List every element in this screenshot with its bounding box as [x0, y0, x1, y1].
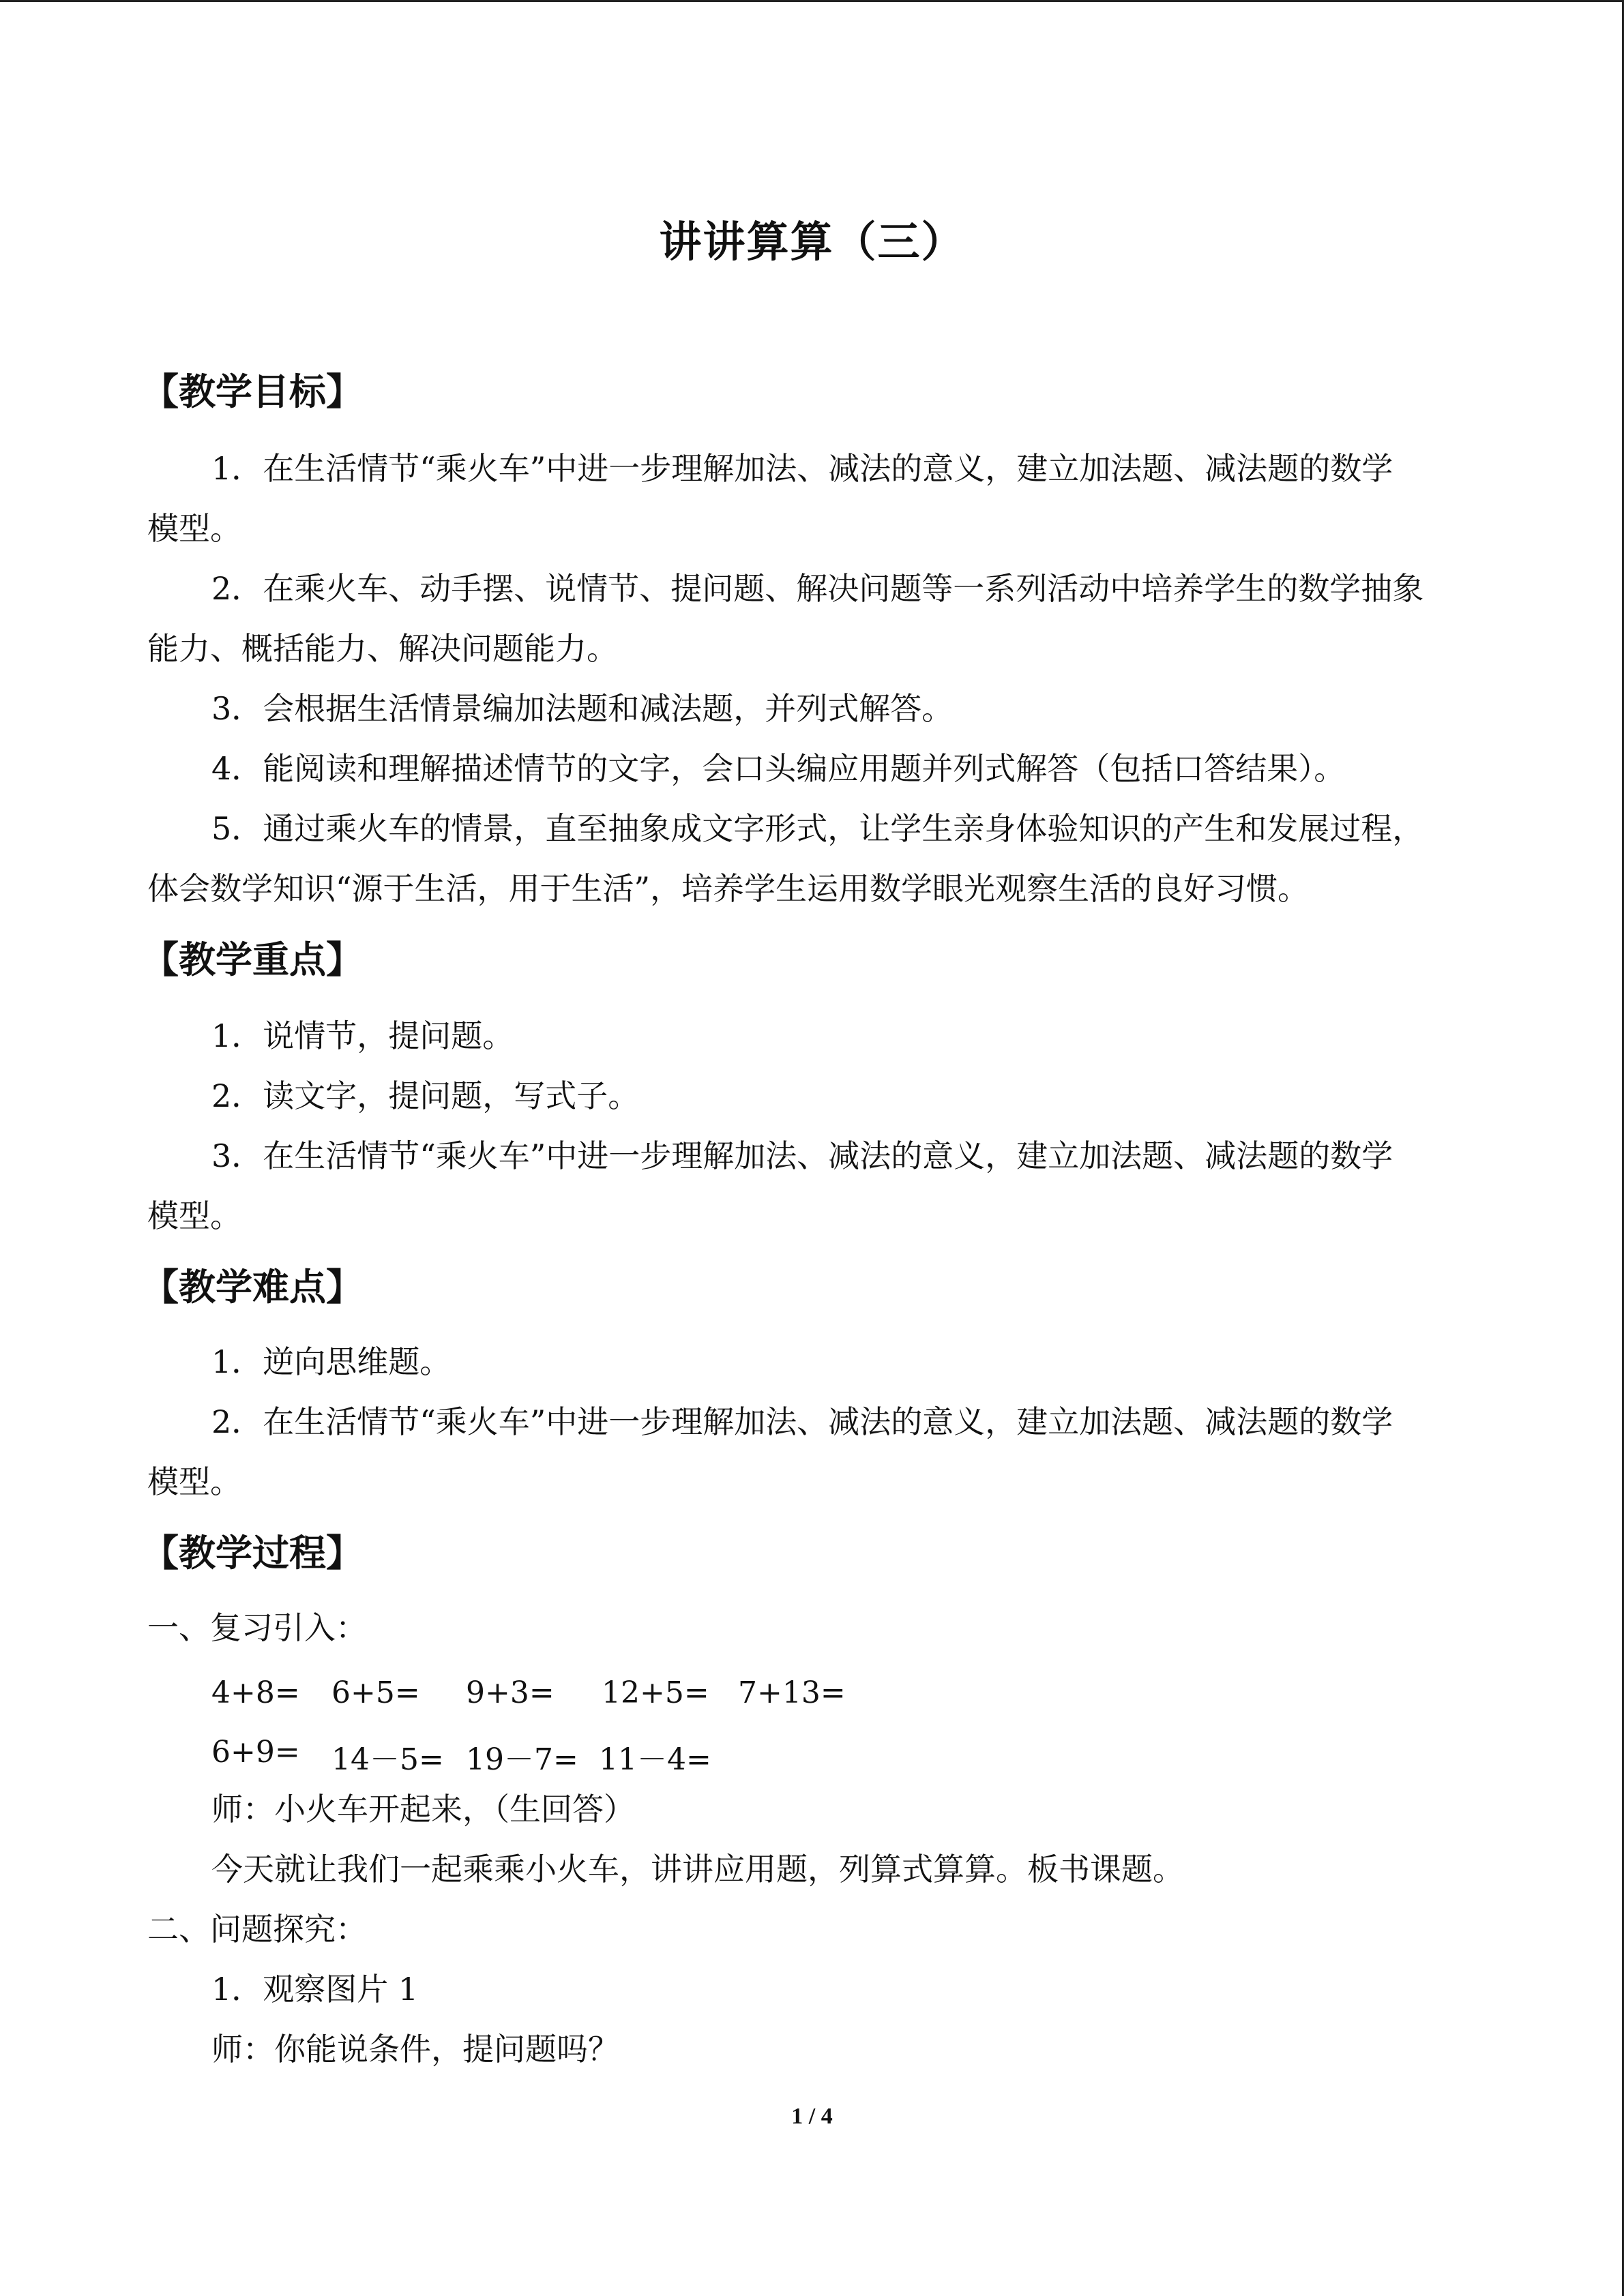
objective-3: 3．会根据生活情景编加法题和减法题，并列式解答。	[211, 690, 954, 727]
objective-1-line-1: 1．在生活情节“乘火车”中进一步理解加法、减法的意义，建立加法题、减法题的数学	[211, 450, 1393, 487]
difficulty-2-line-1: 2．在生活情节“乘火车”中进一步理解加法、减法的意义，建立加法题、减法题的数学	[211, 1403, 1393, 1440]
equation: 6+9=	[211, 1735, 300, 1770]
process-step-1: 1．观察图片 1	[211, 1971, 419, 2008]
equation: 7+13=	[738, 1675, 846, 1710]
equation: 6+5=	[331, 1675, 420, 1710]
teacher-line-2: 师：你能说条件，提问题吗？	[211, 2031, 619, 2068]
section-heading-process: 【教学过程】	[142, 1532, 363, 1575]
intro-line: 今天就让我们一起乘乘小火车，讲讲应用题，列算式算算。板书课题。	[211, 1851, 1184, 1888]
section-heading-objectives: 【教学目标】	[142, 370, 363, 413]
equation: 12+5=	[602, 1675, 709, 1710]
objective-4: 4．能阅读和理解描述情节的文字，会口头编应用题并列式解答（包括口答结果）。	[211, 750, 1346, 787]
objective-2-line-2: 能力、概括能力、解决问题能力。	[147, 630, 618, 667]
objective-2-line-1: 2．在乘火车、动手摆、说情节、提问题、解决问题等一系列活动中培养学生的数学抽象	[211, 570, 1424, 607]
equation: 11－4=	[599, 1742, 711, 1777]
process-section-1: 一、复习引入：	[147, 1609, 367, 1646]
key-point-1: 1．说情节，提问题。	[211, 1017, 514, 1054]
equation: 9+3=	[466, 1675, 555, 1710]
process-section-2: 二、问题探究：	[147, 1911, 367, 1948]
page-border-top	[0, 0, 1624, 2]
key-point-2: 2．读文字，提问题，写式子。	[211, 1077, 640, 1114]
teacher-line-1: 师：小火车开起来，（生回答）	[211, 1791, 635, 1828]
key-point-3-line-1: 3．在生活情节“乘火车”中进一步理解加法、减法的意义，建立加法题、减法题的数学	[211, 1137, 1393, 1174]
equation: 14－5=	[331, 1742, 444, 1777]
section-heading-difficulties: 【教学难点】	[142, 1266, 363, 1309]
objective-5-line-1: 5．通过乘火车的情景，直至抽象成文字形式，让学生亲身体验知识的产生和发展过程，	[211, 810, 1424, 847]
equation: 4+8=	[211, 1675, 300, 1710]
objective-1-line-2: 模型。	[147, 510, 241, 547]
equation: 19－7=	[466, 1742, 578, 1777]
difficulty-1: 1．逆向思维题。	[211, 1343, 452, 1380]
difficulty-2-line-2: 模型。	[147, 1463, 241, 1500]
key-point-3-line-2: 模型。	[147, 1197, 241, 1234]
objective-5-line-2: 体会数学知识“源于生活，用于生活”，培养学生运用数学眼光观察生活的良好习惯。	[147, 870, 1310, 907]
page-number: 1 / 4	[791, 2104, 833, 2129]
page-title: 讲讲算算（三）	[659, 217, 965, 267]
section-heading-key-points: 【教学重点】	[142, 938, 363, 981]
